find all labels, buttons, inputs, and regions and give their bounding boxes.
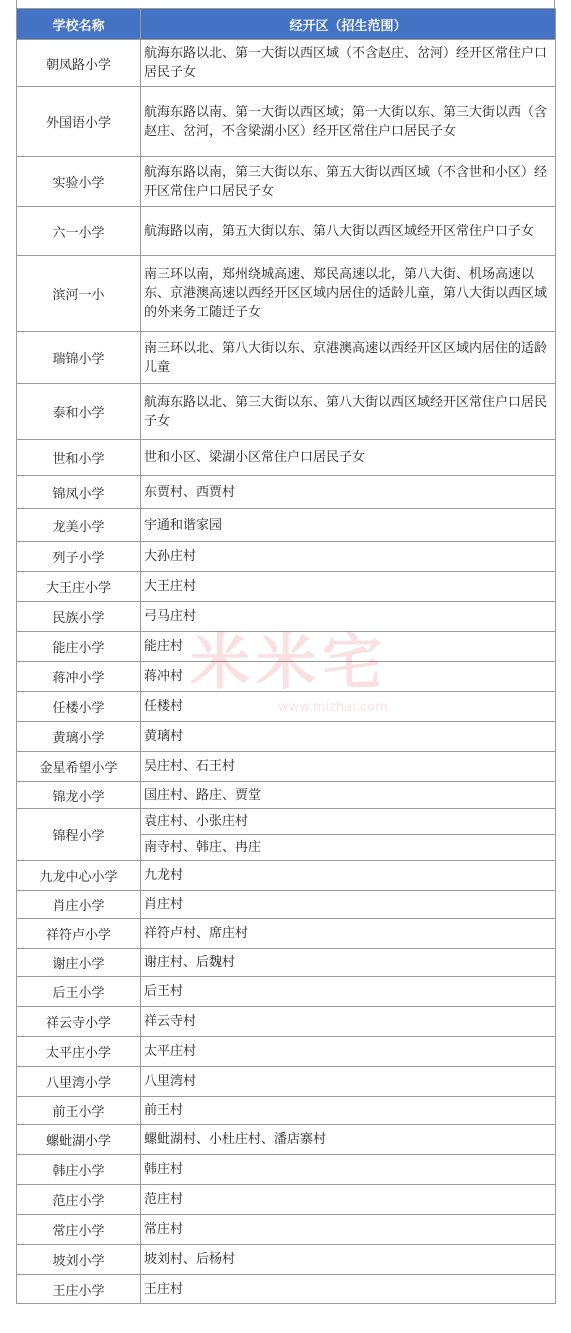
school-name-cell: 坡刘小学	[17, 1245, 141, 1275]
enrollment-area-cell: 航海东路以南，第三大街以东、第五大街以西区域（不含世和小区）经开区常住户口居民子女	[141, 157, 556, 207]
table-row	[17, 384, 556, 440]
school-name-cell: 谢庄小学	[17, 949, 141, 977]
watermark-url: www.mizhai.com	[278, 700, 388, 715]
enrollment-area-cell: 黄璃村	[141, 722, 556, 752]
header-school: 学校名称	[17, 9, 141, 40]
enrollment-area-cell: 后王村	[141, 977, 556, 1007]
enrollment-area-cell: 八里湾村	[141, 1067, 556, 1097]
enrollment-area-cell: 任楼村	[141, 692, 556, 722]
enrollment-table	[16, 8, 556, 1304]
enrollment-area-cell: 韩庄村	[141, 1155, 556, 1185]
table-row	[17, 602, 556, 632]
table-row	[17, 782, 556, 809]
school-name-cell: 后王小学	[17, 977, 141, 1007]
table-row	[17, 1097, 556, 1125]
school-name-cell: 锦程小学	[17, 809, 141, 861]
table-row	[17, 509, 556, 542]
table-row	[17, 207, 556, 256]
enrollment-area-cell: 螺蚍湖村、小杜庄村、潘店寨村	[141, 1125, 556, 1155]
enrollment-area-cell: 弓马庄村	[141, 602, 556, 632]
table-row	[17, 1185, 556, 1215]
school-name-cell: 任楼小学	[17, 692, 141, 722]
enrollment-area-cell: 宇通和谐家园	[141, 509, 556, 542]
table-row	[17, 949, 556, 977]
school-name-cell: 范庄小学	[17, 1185, 141, 1215]
table-row	[17, 1155, 556, 1185]
header-row	[17, 9, 556, 40]
enrollment-area-cell: 谢庄村、后魏村	[141, 949, 556, 977]
school-name-cell: 九龙中心小学	[17, 861, 141, 891]
enrollment-area-cell: 范庄村	[141, 1185, 556, 1215]
enrollment-area-cell: 能庄村	[141, 632, 556, 662]
school-name-cell: 蒋冲小学	[17, 662, 141, 692]
school-name-cell: 朝凤路小学	[17, 40, 141, 87]
school-name-cell: 实验小学	[17, 157, 141, 207]
table-row	[17, 572, 556, 602]
enrollment-area-cell: 南三环以北、第八大街以东、京港澳高速以西经开区区域内居住的适龄儿童	[141, 332, 556, 384]
header-area: 经开区（招生范围）	[141, 9, 556, 40]
enrollment-area-cell: 东贾村、西贾村	[141, 476, 556, 509]
school-name-cell: 黄璃小学	[17, 722, 141, 752]
school-name-cell: 瑞锦小学	[17, 332, 141, 384]
table-top-edge	[16, 0, 555, 8]
enrollment-area-cell: 袁庄村、小张庄村	[141, 809, 556, 835]
school-name-cell: 泰和小学	[17, 384, 141, 440]
school-name-cell: 大王庄小学	[17, 572, 141, 602]
school-name-cell: 前王小学	[17, 1097, 141, 1125]
table-row	[17, 1275, 556, 1304]
school-name-cell: 太平庄小学	[17, 1037, 141, 1067]
enrollment-area-cell: 大孙庄村	[141, 542, 556, 572]
school-name-cell: 常庄小学	[17, 1215, 141, 1245]
enrollment-area-cell: 九龙村	[141, 861, 556, 891]
table-row	[17, 157, 556, 207]
table-row	[17, 476, 556, 509]
table-row	[17, 919, 556, 949]
table-row	[17, 1215, 556, 1245]
table-row	[17, 1007, 556, 1037]
school-name-cell: 滨河一小	[17, 256, 141, 332]
table-row	[17, 87, 556, 157]
enrollment-area-cell: 世和小区、梁湖小区常住户口居民子女	[141, 440, 556, 476]
table-row	[17, 1245, 556, 1275]
table-row	[17, 891, 556, 919]
enrollment-area-cell: 前王村	[141, 1097, 556, 1125]
school-name-cell: 列子小学	[17, 542, 141, 572]
enrollment-area-cell: 南三环以南，郑州绕城高速、郑民高速以北，第八大街、机场高速以东、京港澳高速以西经开区区域内居住的适龄儿童，第八大街以西区域的外来务工随迁子女	[141, 256, 556, 332]
enrollment-area-cell: 蒋冲村	[141, 662, 556, 692]
school-name-cell: 祥符卢小学	[17, 919, 141, 949]
table-row	[17, 809, 556, 835]
enrollment-area-cell: 航海路以南，第五大街以东、第八大街以西区域经开区常住户口子女	[141, 207, 556, 256]
table-row	[17, 632, 556, 662]
school-name-cell: 世和小学	[17, 440, 141, 476]
table-row	[17, 752, 556, 782]
school-name-cell: 龙美小学	[17, 509, 141, 542]
enrollment-area-cell: 航海东路以南、第一大街以西区域；第一大街以东、第三大街以西（含赵庄、岔河，不含梁湖小区）经开区常住户口居民子女	[141, 87, 556, 157]
watermark-logo: 米米宅	[190, 628, 388, 698]
school-name-cell: 民族小学	[17, 602, 141, 632]
table-row	[17, 692, 556, 722]
school-name-cell: 韩庄小学	[17, 1155, 141, 1185]
school-name-cell: 锦龙小学	[17, 782, 141, 809]
school-name-cell: 王庄小学	[17, 1275, 141, 1304]
table-body	[17, 40, 556, 1304]
enrollment-area-cell: 常庄村	[141, 1215, 556, 1245]
table-row	[17, 662, 556, 692]
enrollment-area-cell: 王庄村	[141, 1275, 556, 1304]
school-name-cell: 八里湾小学	[17, 1067, 141, 1097]
table-row	[17, 440, 556, 476]
table-row	[17, 722, 556, 752]
table-row	[17, 977, 556, 1007]
school-name-cell: 能庄小学	[17, 632, 141, 662]
school-name-cell: 祥云寺小学	[17, 1007, 141, 1037]
enrollment-area-cell: 大王庄村	[141, 572, 556, 602]
enrollment-area-cell: 吴庄村、石王村	[141, 752, 556, 782]
school-name-cell: 外国语小学	[17, 87, 141, 157]
enrollment-area-cell: 航海东路以北、第一大街以西区域（不含赵庄、岔河）经开区常住户口居民子女	[141, 40, 556, 87]
table-row	[17, 542, 556, 572]
school-name-cell: 螺蚍湖小学	[17, 1125, 141, 1155]
enrollment-area-cell: 祥符卢村、席庄村	[141, 919, 556, 949]
school-name-cell: 六一小学	[17, 207, 141, 256]
enrollment-area-cell: 祥云寺村	[141, 1007, 556, 1037]
enrollment-area-cell: 航海东路以北、第三大街以东、第八大街以西区域经开区常住户口居民子女	[141, 384, 556, 440]
enrollment-area-cell: 国庄村、路庄、贾堂	[141, 782, 556, 809]
enrollment-area-cell: 肖庄村	[141, 891, 556, 919]
table-row	[17, 1125, 556, 1155]
enrollment-area-cell: 南寺村、韩庄、冉庄	[141, 835, 556, 861]
school-name-cell: 金星希望小学	[17, 752, 141, 782]
table-row	[17, 256, 556, 332]
school-name-cell: 肖庄小学	[17, 891, 141, 919]
table-row	[17, 861, 556, 891]
table-row	[17, 1037, 556, 1067]
school-name-cell: 锦凤小学	[17, 476, 141, 509]
enrollment-area-cell: 太平庄村	[141, 1037, 556, 1067]
table-row	[17, 1067, 556, 1097]
table-row	[17, 332, 556, 384]
table-row	[17, 40, 556, 87]
enrollment-area-cell: 坡刘村、后杨村	[141, 1245, 556, 1275]
